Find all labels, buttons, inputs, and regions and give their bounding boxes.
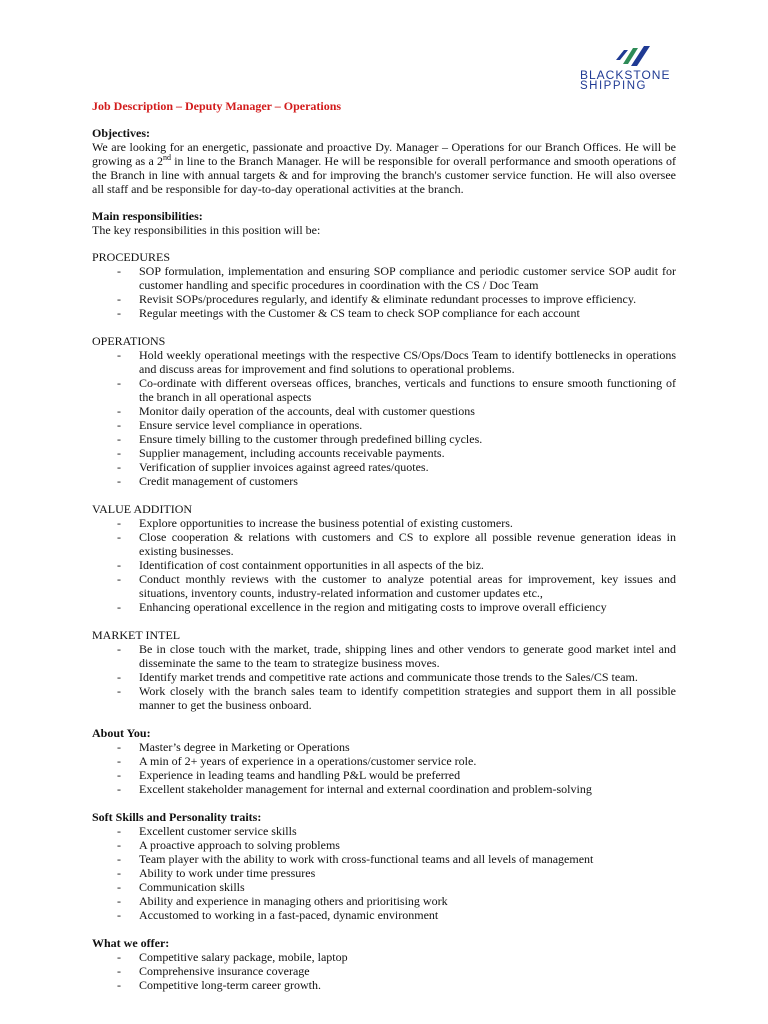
main-responsibilities-intro: The key responsibilities in this position will be: <box>92 223 321 237</box>
logo-stripes-icon <box>616 44 656 68</box>
section-list <box>92 516 676 614</box>
logo-line1: BLACKSTONE <box>580 68 671 82</box>
section-heading: OPERATIONS <box>92 334 166 348</box>
company-logo <box>580 44 675 100</box>
list-item: - Co-ordinate with different overseas offices, branches, verticals and functions to ensure smooth functioning of the branch in all operational aspects <box>92 376 676 404</box>
list-item: - Verification of supplier invoices against agreed rates/quotes. <box>92 460 676 474</box>
objectives-text-1: We are looking for an energetic, passionate and proactive Dy. Manager – Operations for our Branch Offices. He will be growing as a 2 <box>92 140 676 168</box>
section-heading: VALUE ADDITION <box>92 502 193 516</box>
list-item: - Identification of cost containment opportunities in all aspects of the biz. <box>92 558 676 572</box>
list-item: - Be in close touch with the market, trade, shipping lines and other vendors to generate good market intel and disseminate the same to the team to strategize business moves. <box>92 642 676 670</box>
list-item: - Experience in leading teams and handling P&L would be preferred <box>92 768 676 782</box>
list-item: - Ensure timely billing to the customer through predefined billing cycles. <box>92 432 676 446</box>
list-item: - Ability to work under time pressures <box>92 866 676 880</box>
sections-container <box>92 250 676 992</box>
list-item: - Excellent stakeholder management for internal and external coordination and problem-solving <box>92 782 676 796</box>
objectives-heading: Objectives: <box>92 126 150 140</box>
list-item: - Monitor daily operation of the accounts, deal with customer questions <box>92 404 676 418</box>
list-item: - Conduct monthly reviews with the customer to analyze potential areas for improvement, key issues and situations, inventory counts, industry-related information and customer updates etc., <box>92 572 676 600</box>
logo-line2: SHIPPING <box>580 80 647 92</box>
list-item: - Ensure service level compliance in operations. <box>92 418 676 432</box>
section-list <box>92 348 676 488</box>
section-heading: MARKET INTEL <box>92 628 181 642</box>
section-heading: PROCEDURES <box>92 250 171 264</box>
list-item: - Comprehensive insurance coverage <box>92 964 676 978</box>
objectives-paragraph <box>92 140 676 196</box>
section-list <box>92 740 676 796</box>
objectives-superscript: nd <box>163 153 171 162</box>
logo-wordmark <box>580 70 675 92</box>
list-item: - Excellent customer service skills <box>92 824 676 838</box>
list-item: - Identify market trends and competitive rate actions and communicate those trends to the Sales/CS team. <box>92 670 676 684</box>
list-item: - Communication skills <box>92 880 676 894</box>
list-item: - A min of 2+ years of experience in a operations/customer service role. <box>92 754 676 768</box>
list-item: - A proactive approach to solving problems <box>92 838 676 852</box>
list-item: - Work closely with the branch sales team to identify competition strategies and support them in all possible manner to get the business onboard. <box>92 684 676 712</box>
list-item: - Enhancing operational excellence in the region and mitigating costs to improve overall efficiency <box>92 600 676 614</box>
list-item: - Supplier management, including accounts receivable payments. <box>92 446 676 460</box>
section-heading: About You: <box>92 726 151 740</box>
section-list <box>92 824 676 922</box>
list-item: - Master’s degree in Marketing or Operations <box>92 740 676 754</box>
section-list <box>92 642 676 712</box>
list-item: - Explore opportunities to increase the business potential of existing customers. <box>92 516 676 530</box>
document-title: Job Description – Deputy Manager – Operations <box>92 99 342 113</box>
main-responsibilities-heading: Main responsibilities: <box>92 209 203 223</box>
list-item: - Regular meetings with the Customer & CS team to check SOP compliance for each account <box>92 306 676 320</box>
list-item: - Competitive salary package, mobile, laptop <box>92 950 676 964</box>
section-list <box>92 264 676 320</box>
list-item: - Close cooperation & relations with customers and CS to explore all possible revenue generation ideas in existing businesses. <box>92 530 676 558</box>
list-item: - Hold weekly operational meetings with the respective CS/Ops/Docs Team to identify bottlenecks in operations and discuss areas for improvement and find solutions to operational problems. <box>92 348 676 376</box>
list-item: - Revisit SOPs/procedures regularly, and identify & eliminate redundant processes to improve efficiency. <box>92 292 676 306</box>
list-item: - Ability and experience in managing others and prioritising work <box>92 894 676 908</box>
section-list <box>92 950 676 992</box>
section-heading: What we offer: <box>92 936 170 950</box>
list-item: - SOP formulation, implementation and ensuring SOP compliance and periodic customer service SOP audit for customer handling and specific procedures in coordination with the CS / Doc Team <box>92 264 676 292</box>
list-item: - Competitive long-term career growth. <box>92 978 676 992</box>
list-item: - Credit management of customers <box>92 474 676 488</box>
objectives-text-2: in line to the Branch Manager. He will be responsible for overall performance and smooth operations of the Branch in line with annual targets & and for improving the branch's customer service function. He will also oversee all staff and be responsible for day-to-day operational activities at the branch. <box>92 154 676 196</box>
list-item: - Team player with the ability to work with cross-functional teams and all levels of management <box>92 852 676 866</box>
job-description-document <box>92 99 676 1006</box>
section-heading: Soft Skills and Personality traits: <box>92 810 262 824</box>
list-item: - Accustomed to working in a fast-paced, dynamic environment <box>92 908 676 922</box>
